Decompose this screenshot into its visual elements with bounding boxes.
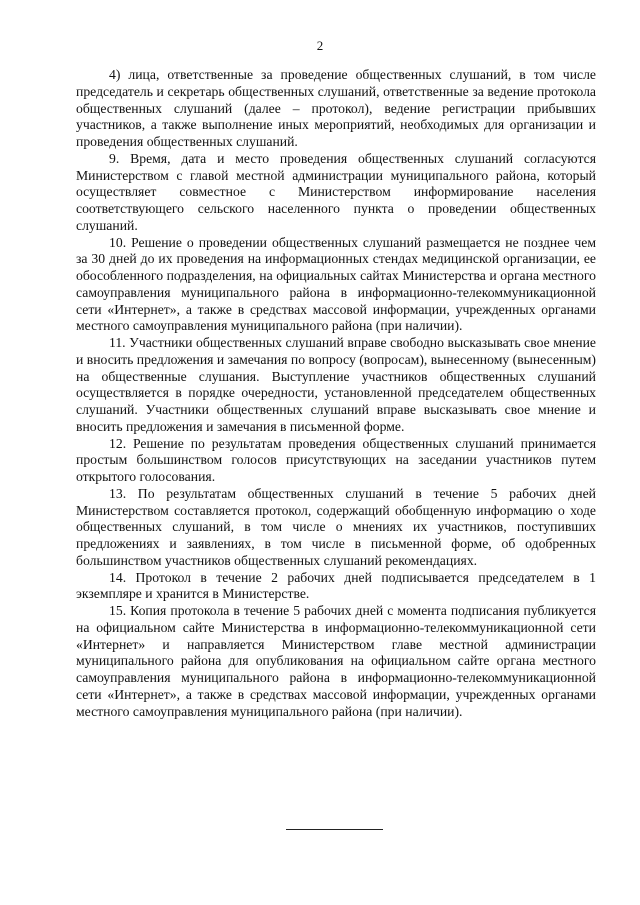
paragraph-9: 9. Время, дата и место проведения общественных слушаний согласуются Министерством с главой местной администрации муниципального района, который осуществляет совместное с Министерством информирование населения соответствующего сельского населенного пункта о проведении общественных слушаний. — [76, 150, 596, 233]
page-number: 2 — [316, 38, 324, 53]
document-body — [76, 67, 596, 720]
paragraph-14: 14. Протокол в течение 2 рабочих дней подписывается председателем в 1 экземпляре и хранится в Министерстве. — [76, 569, 596, 602]
paragraph-13: 13. По результатам общественных слушаний в течение 5 рабочих дней Министерством составляется протокол, содержащий обобщенную информацию о ходе общественных слушаний, в том числе о мнениях их участников, поступивших предложениях и заявлениях, в том числе в письменной форме, об одобренных большинством участников общественных слушаний рекомендациях. — [76, 485, 596, 568]
paragraph-item-4: 4) лица, ответственные за проведение общественных слушаний, в том числе председатель и секретарь общественных слушаний, ответственные за ведение протокола общественных слушаний (далее – протокол), ведение регистрации прибывших участников, а также выполнение иных мероприятий, необходимых для организации и проведения общественных слушаний. — [76, 67, 596, 149]
closing-divider — [286, 829, 383, 830]
paragraph-15: 15. Копия протокола в течение 5 рабочих дней с момента подписания публикуется на официальном сайте Министерства в информационно-телекоммуникационной сети «Интернет» и направляется Министерством главе местной администрации муниципального района для опубликования на официальном сайте органа местного самоуправления муниципального района в информационно-телекоммуникационной сети «Интернет», а также в средствах массовой информации, учрежденных органами местного самоуправления муниципального района (при наличии). — [76, 603, 596, 719]
paragraph-12: 12. Решение по результатам проведения общественных слушаний принимается простым большинством голосов присутствующих на заседании участников путем открытого голосования. — [76, 435, 596, 484]
paragraph-10: 10. Решение о проведении общественных слушаний размещается не позднее чем за 30 дней до их проведения на информационных стендах медицинской организации, ее обособленного подразделения, на официальных сайтах Министерства и органа местного самоуправления муниципального района в информационно-телекоммуникационной сети «Интернет», а также в средствах массовой информации, учрежденных органами местного самоуправления муниципального района (при наличии). — [76, 234, 596, 334]
paragraph-11: 11. Участники общественных слушаний вправе свободно высказывать свое мнение и вносить предложения и замечания по вопросу (вопросам), вынесенному (вынесенным) на общественные слушания. Выступление участников общественных слушаний осуществляется в порядке очередности, установленной председателем общественных слушаний. Участники общественных слушаний вправе высказывать свое мнение и вносить предложения и замечания в письменной форме. — [76, 335, 596, 434]
